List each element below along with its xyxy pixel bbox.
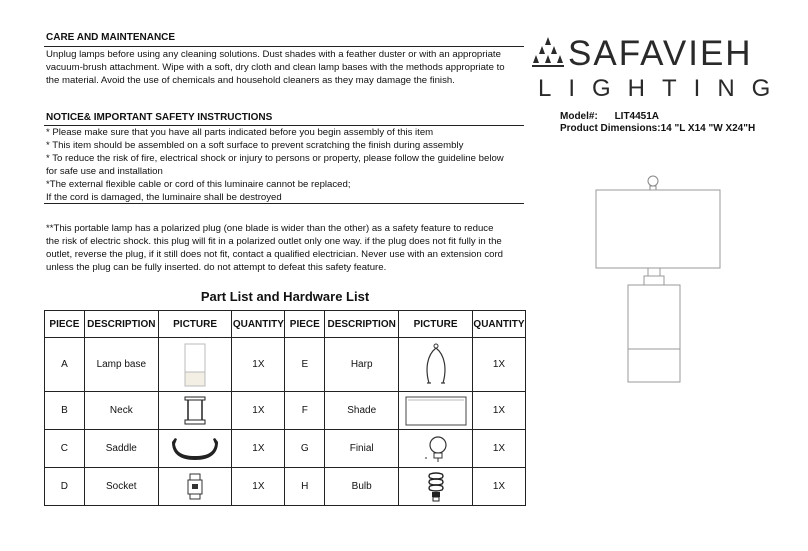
quantity-cell: 1X	[472, 468, 525, 506]
picture-cell	[399, 338, 473, 392]
description-cell: Socket	[84, 468, 158, 506]
model-value: LIT4451A	[614, 111, 660, 122]
quantity-cell: 1X	[472, 338, 525, 392]
piece-cell: H	[285, 468, 325, 506]
parts-table	[44, 310, 526, 506]
picture-cell	[158, 468, 232, 506]
table-row	[45, 430, 526, 468]
description-cell: Harp	[325, 338, 399, 392]
header-description: DESCRIPTION	[84, 311, 158, 338]
piece-cell: E	[285, 338, 325, 392]
quantity-cell: 1X	[232, 468, 285, 506]
picture-cell	[399, 430, 473, 468]
header-piece: PIECE	[45, 311, 85, 338]
model-line	[560, 111, 659, 122]
care-title: CARE AND MAINTENANCE	[46, 32, 176, 43]
notice-bottom-rule	[44, 203, 524, 204]
quantity-cell: 1X	[232, 430, 285, 468]
care-text	[46, 48, 536, 87]
description-cell: Shade	[325, 392, 399, 430]
header-quantity: QUANTITY	[232, 311, 285, 338]
plug-line: **This portable lamp has a polarized plug (one blade is wider than the other) as a safety feature to reduce	[46, 223, 494, 234]
table-header-row	[45, 311, 526, 338]
care-line: vacuum-brush attachment. Wipe with a soft, dry cloth and clean lamp bases with the methods appropriate to	[46, 62, 505, 73]
brand-name: SAFAVIEH	[568, 34, 753, 73]
piece-cell: G	[285, 430, 325, 468]
plug-line: unless the plug can be fully inserted. do not attempt to defeat this safety feature.	[46, 262, 387, 273]
bulb-icon	[426, 471, 446, 503]
socket-icon	[185, 472, 205, 502]
header-picture: PICTURE	[399, 311, 473, 338]
piece-cell: F	[285, 392, 325, 430]
quantity-cell: 1X	[232, 392, 285, 430]
header-piece: PIECE	[285, 311, 325, 338]
notice-line: for safe use and installation	[46, 166, 163, 177]
table-row	[45, 392, 526, 430]
picture-cell	[158, 338, 232, 392]
notice-line: * This item should be assembled on a soft surface to prevent scratching the finish during assembly	[46, 140, 464, 151]
care-line: the material. Avoid the use of chemicals and household cleaners as they may damage the finish.	[46, 75, 455, 86]
care-line: Unplug lamps before using any cleaning solutions. Dust shades with a feather duster or with an appropriate	[46, 49, 501, 60]
header-quantity: QUANTITY	[472, 311, 525, 338]
quantity-cell: 1X	[472, 430, 525, 468]
product-dimensions: Product Dimensions:14 "L X14 "W X24"H	[560, 123, 756, 134]
model-label: Model#:	[560, 111, 598, 122]
notice-text	[46, 126, 536, 204]
piece-cell: B	[45, 392, 85, 430]
lamp-illustration	[590, 174, 730, 514]
saddle-icon	[170, 436, 220, 462]
care-rule	[44, 46, 524, 47]
plug-text	[46, 222, 536, 274]
plug-line: the risk of electric shock. this plug will fit in a polarized outlet only one way. if the plug does not fit fully in the	[46, 236, 502, 247]
notice-line: * Please make sure that you have all parts indicated before you begin assembly of this item	[46, 127, 434, 138]
picture-cell	[158, 392, 232, 430]
finial-icon	[423, 434, 449, 464]
description-cell: Bulb	[325, 468, 399, 506]
notice-line: If the cord is damaged, the luminaire shall be destroyed	[46, 192, 282, 203]
quantity-cell: 1X	[232, 338, 285, 392]
piece-cell: A	[45, 338, 85, 392]
description-cell: Finial	[325, 430, 399, 468]
parts-title: Part List and Hardware List	[200, 289, 370, 304]
harp-icon	[423, 343, 449, 387]
notice-title: NOTICE& IMPORTANT SAFETY INSTRUCTIONS	[46, 112, 273, 123]
notice-line: *The external flexible cable or cord of this luminaire cannot be replaced;	[46, 179, 351, 190]
picture-cell	[158, 430, 232, 468]
description-cell: Saddle	[84, 430, 158, 468]
table-row	[45, 468, 526, 506]
brand-sub: LIGHTING	[538, 75, 788, 102]
lamp-base-icon	[183, 342, 207, 388]
table-row	[45, 338, 526, 392]
quantity-cell: 1X	[472, 392, 525, 430]
picture-cell	[399, 468, 473, 506]
piece-cell: C	[45, 430, 85, 468]
header-picture: PICTURE	[158, 311, 232, 338]
header-description: DESCRIPTION	[325, 311, 399, 338]
description-cell: Lamp base	[84, 338, 158, 392]
notice-line: * To reduce the risk of fire, electrical shock or injury to persons or property, please follow the guideline below	[46, 153, 504, 164]
description-cell: Neck	[84, 392, 158, 430]
shade-icon	[405, 395, 467, 427]
brand-logo-icon	[532, 37, 564, 71]
piece-cell: D	[45, 468, 85, 506]
plug-line: outlet, reverse the plug, if it still does not fit, contact a qualified electrician. Never use with an extension cord	[46, 249, 504, 260]
picture-cell	[399, 392, 473, 430]
neck-icon	[184, 396, 206, 426]
